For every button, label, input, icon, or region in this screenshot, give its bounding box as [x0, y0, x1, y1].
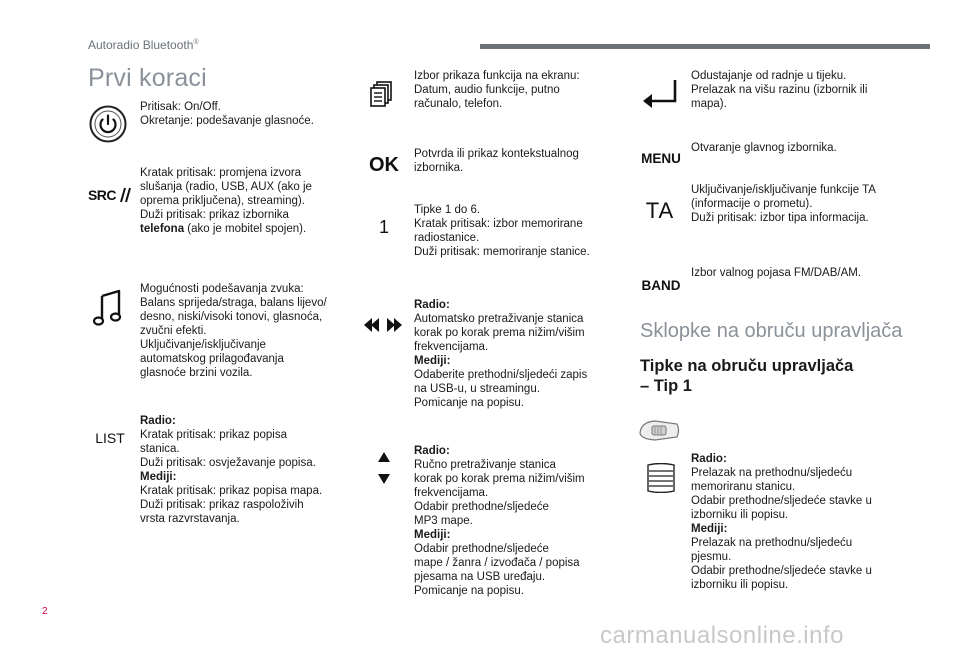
src-label: SRC	[86, 184, 134, 206]
list-label: LIST	[95, 430, 125, 446]
sound-settings-description: Mogućnosti podešavanja zvuka: Balans sprijeda/straga, balans lijevo/ desno, niski/visoki tonovi, glasnoća, zvučni efekti. Uključivanje/isključivanje automatskog prilagođavanja glasnoće brzini vozila.	[140, 283, 327, 379]
thumbwheel-icon	[644, 462, 678, 494]
ok-label: OK	[369, 153, 399, 176]
seek-description: Radio: Automatsko pretraživanje stanica korak po korak prema nižim/višim frekvencijama. Mediji: Odaberite prethodni/sljedeći zapis na USB-u, u streamingu. Pomicanje na popisu.	[414, 299, 588, 409]
header-divider	[480, 44, 930, 49]
preset-description: Tipke 1 do 6. Kratak pritisak: izbor memorirane radiostanice. Duži pritisak: memoriranje stanice.	[414, 204, 590, 258]
music-note-icon	[92, 287, 124, 327]
band-label: BAND	[641, 277, 681, 293]
menu-label: MENU	[641, 150, 681, 166]
power-icon	[88, 104, 128, 144]
display-pages-icon	[369, 80, 397, 110]
manual-search-description: Radio: Ručno pretraživanje stanica korak po korak prema nižim/višim frekvencijama. Odabir prethodne/sljedeće MP3 mape. Mediji: Odabir prethodne/sljedeće mape / žanra / izvođača / popisa pjesama na USB uređaju. Pomicanje na popisu.	[414, 445, 585, 597]
ta-label: TA	[645, 198, 675, 223]
section-title: Sklopke na obruču upravljača	[640, 320, 903, 342]
list-description: Radio: Kratak pritisak: prikaz popisa stanica. Duži pritisak: osvježavanje popisa. Mediji: Kratak pritisak: prikaz popisa mapa. Duži pritisak: prikaz raspoloživih vrsta razvrstavanja.	[140, 415, 323, 525]
band-description: Izbor valnog pojasa FM/DAB/AM.	[691, 267, 862, 279]
running-header: Autoradio Bluetooth®	[88, 38, 199, 52]
steering-control-icon	[636, 416, 682, 444]
ok-description: Potvrda ili prikaz kontekstualnog izbornika.	[414, 148, 579, 174]
watermark: carmanualsonline.info	[600, 622, 844, 649]
menu-description: Otvaranje glavnog izbornika.	[691, 142, 837, 154]
thumbwheel-description: Radio: Prelazak na prethodnu/sljedeću memoriranu stanicu. Odabir prethodne/sljedeće stavke u izborniku ili popisu. Mediji: Prelazak na prethodnu/sljedeću pjesmu. Odabir prethodne/sljedeće stavke u izborniku ili popisu.	[691, 453, 872, 591]
display-description: Izbor prikaza funkcija na ekranu: Datum, audio funkcije, putno računalo, telefon.	[414, 70, 580, 110]
section-subtitle: Tipke na obruču upravljača – Tip 1	[640, 357, 854, 395]
up-down-arrows-icon	[374, 450, 394, 486]
back-description: Odustajanje od radnje u tijeku. Prelazak na višu razinu (izbornik ili mapa).	[691, 70, 868, 110]
ta-description: Uključivanje/isključivanje funkcije TA (informacije o prometu). Duži pritisak: izbor tipa informacija.	[691, 184, 876, 224]
page-title: Prvi koraci	[88, 64, 207, 92]
seek-arrows-icon	[362, 315, 404, 335]
page-number: 2	[42, 606, 48, 617]
preset-number-label: 1	[378, 216, 389, 237]
src-description: Kratak pritisak: promjena izvora slušanja (radio, USB, AUX (ako je oprema priključena), streaming). Duži pritisak: prikaz izbornika telefona (ako je mobitel spojen).	[140, 167, 312, 235]
power-description: Pritisak: On/Off. Okretanje: podešavanje glasnoće.	[140, 101, 314, 127]
return-arrow-icon	[640, 76, 680, 112]
